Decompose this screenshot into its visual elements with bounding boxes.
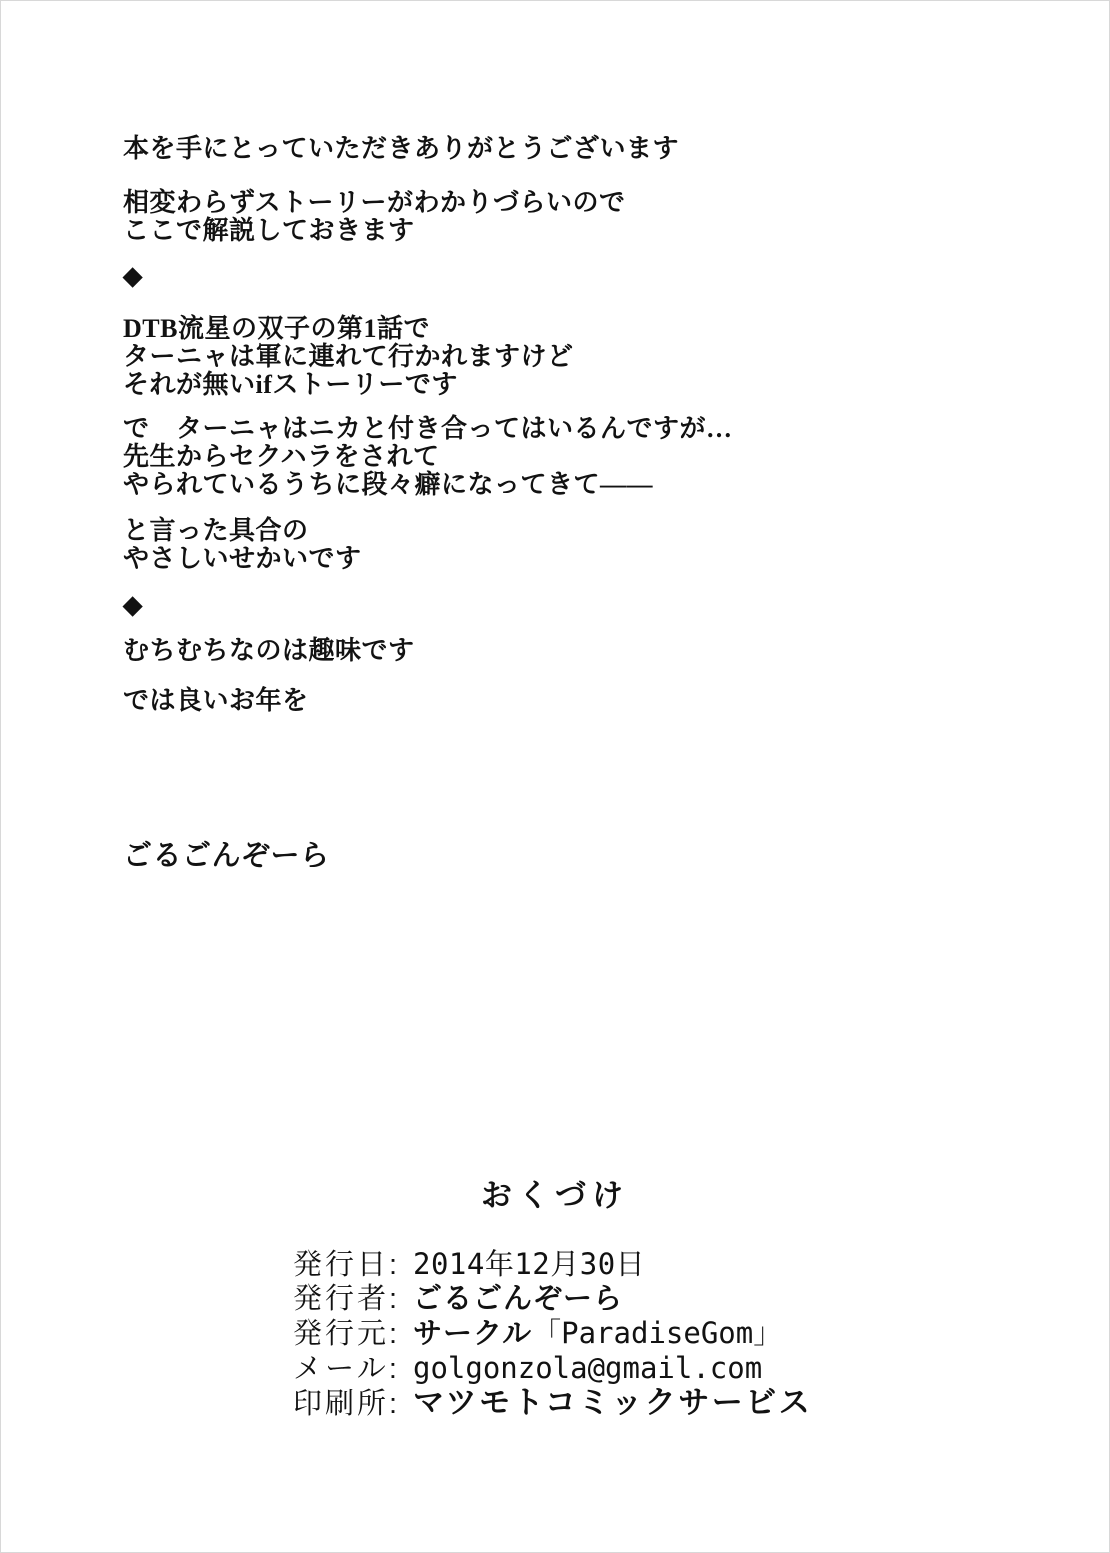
story-detail-paragraph: [123, 415, 883, 499]
story-conclusion-paragraph: [123, 517, 883, 573]
publisher-name: ごるごんぞーら: [413, 1283, 624, 1315]
story-detail-line: やられているうちに段々癖になってきて――: [123, 470, 654, 499]
colophon-label: 発行者:: [293, 1283, 397, 1315]
author-signature: ごるごんぞーら: [123, 840, 330, 872]
intro-paragraph: [123, 189, 883, 245]
diamond-icon: ◆: [123, 263, 143, 290]
colophon-label: 発行元:: [293, 1318, 397, 1350]
hobby-line: むちむちなのは趣味です: [123, 636, 415, 665]
story-detail-line: 先生からセクハラをされて: [123, 442, 440, 471]
colophon-label: 発行日:: [293, 1249, 397, 1281]
colophon-row-date: [293, 1247, 812, 1282]
printer-name: マツモトコミックサービス: [413, 1385, 813, 1420]
story-setup-paragraph: [123, 315, 883, 399]
colophon-row-printer: [293, 1386, 812, 1421]
circle-name-latin: 「ParadiseGom」: [532, 1316, 783, 1350]
colophon-label: メール:: [293, 1353, 397, 1385]
publication-date: 2014年12月30日: [413, 1247, 646, 1281]
story-conclusion-line: やさしいせかいです: [123, 544, 362, 573]
colophon-row-circle: [293, 1316, 812, 1351]
story-setup-line: DTB流星の双子の第1話で: [123, 314, 430, 343]
intro-line: ここで解説しておきます: [123, 216, 415, 245]
colophon-title: おくづけ: [481, 1178, 629, 1213]
story-conclusion-line: と言った具合の: [123, 516, 309, 545]
diamond-icon: ◆: [123, 592, 143, 619]
contact-email: golgonzola@gmail.com: [413, 1351, 763, 1385]
colophon-label: 印刷所:: [293, 1388, 397, 1420]
story-setup-line: それが無いifストーリーです: [123, 370, 458, 399]
story-detail-line: で ターニャはニカと付き合ってはいるんですが…: [123, 414, 733, 443]
intro-line: 相変わらずストーリーがわかりづらいので: [123, 188, 626, 217]
farewell-line: では良いお年を: [123, 686, 309, 715]
circle-name: サークル: [413, 1318, 533, 1350]
afterword-text: [123, 135, 883, 870]
colophon-row-publisher: [293, 1282, 812, 1316]
story-setup-line: ターニャは軍に連れて行かれますけど: [123, 342, 574, 371]
colophon: [293, 1247, 812, 1421]
thanks-line: 本を手にとっていただきありがとうございます: [123, 134, 679, 163]
colophon-row-email: [293, 1351, 812, 1386]
